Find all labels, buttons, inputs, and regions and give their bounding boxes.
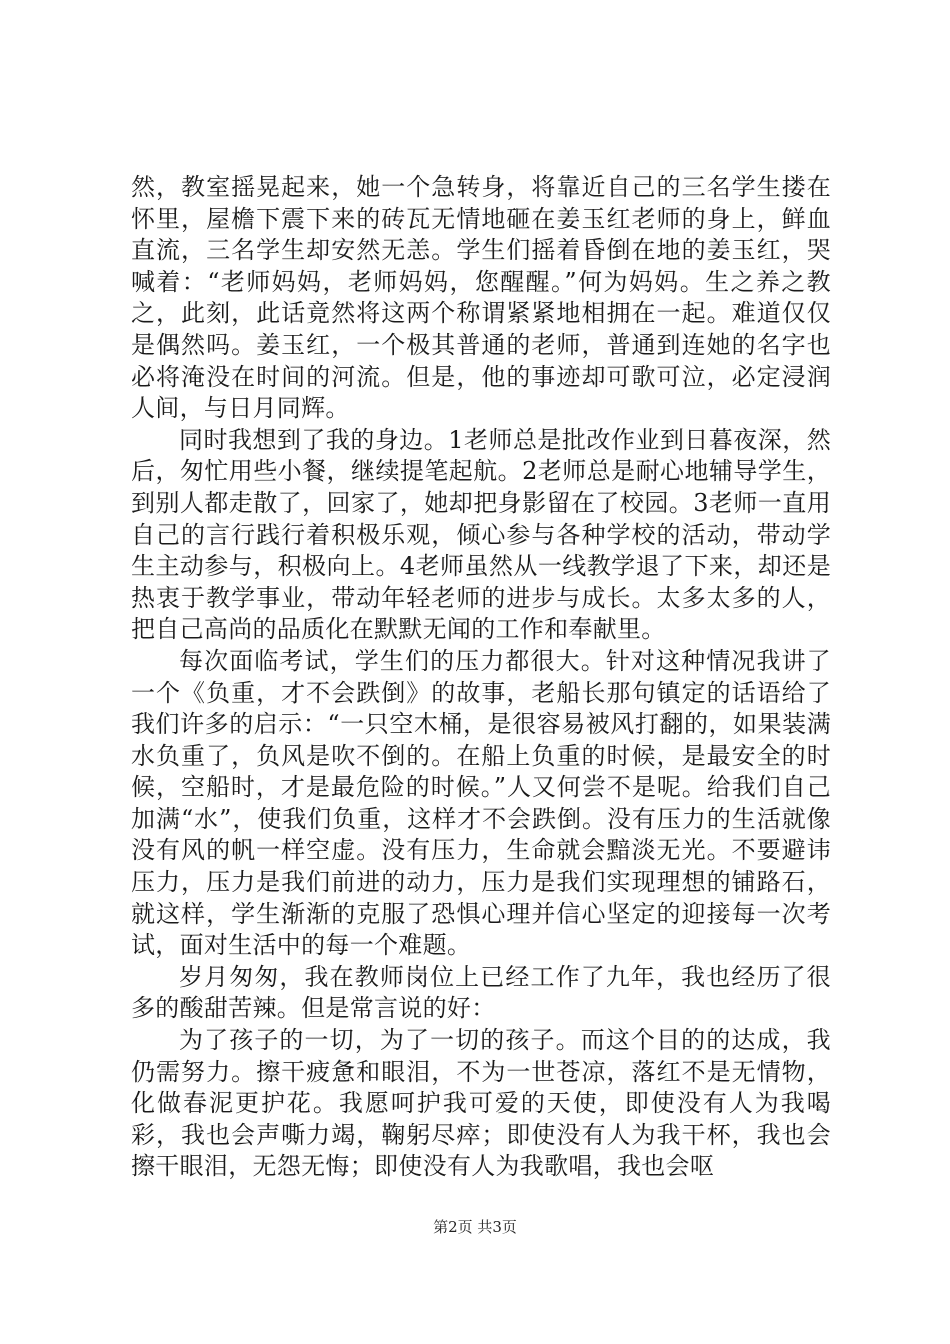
paragraph-4: 岁月匆匆，我在教师岗位上已经工作了九年，我也经历了很多的酸甜苦辣。但是常言说的好： <box>131 962 831 1023</box>
document-body <box>131 172 831 1183</box>
paragraph-5: 为了孩子的一切，为了一切的孩子。而这个目的的达成，我仍需努力。擦干疲惫和眼泪，不为一世苍凉，落红不是无情物，化做春泥更护花。我愿呵护我可爱的天使，即使没有人为我喝彩，我也会声嘶力竭，鞠躬尽瘁；即使没有人为我干杯，我也会擦干眼泪，无怨无悔；即使没有人为我歌唱，我也会呕 <box>131 1026 831 1181</box>
paragraph-1: 然，教室摇晃起来，她一个急转身，将靠近自己的三名学生搂在怀里，屋檐下震下来的砖瓦无情地砸在姜玉红老师的身上，鲜血直流，三名学生却安然无恙。学生们摇着昏倒在地的姜玉红，哭喊着：“老师妈妈，老师妈妈，您醒醒。”何为妈妈。生之养之教之，此刻，此话竟然将这两个称谓紧紧地相拥在一起。难道仅仅是偶然吗。姜玉红，一个极其普通的老师，普通到连她的名字也必将淹没在时间的河流。但是，他的事迹却可歌可泣，必定浸润人间，与日月同辉。 <box>131 173 831 423</box>
paragraph-3: 每次面临考试，学生们的压力都很大。针对这种情况我讲了一个《负重，才不会跌倒》的故事，老船长那句镇定的话语给了我们许多的启示：“一只空木桶，是很容易被风打翻的，如果装满水负重了，负风是吹不倒的。在船上负重的时候，是最安全的时候，空船时，才是最危险的时候。”人又何尝不是呢。给我们自己加满“水”，使我们负重，这样才不会跌倒。没有压力的生活就像没有风的帆一样空虚。没有压力，生命就会黯淡无光。不要避讳压力，压力是我们前进的动力，压力是我们实现理想的铺路石，就这样，学生渐渐的克服了恐惧心理并信心坚定的迎接每一次考试，面对生活中的每一个难题。 <box>131 646 831 960</box>
page-number-footer: 第2页 共3页 <box>433 1218 517 1236</box>
paragraph-2: 同时我想到了我的身边。1老师总是批改作业到日暮夜深，然后，匆忙用些小餐，继续提笔起航。2老师总是耐心地辅导学生，到别人都走散了，回家了，她却把身影留在了校园。3老师一直用自己的言行践行着积极乐观，倾心参与各种学校的活动，带动学生主动参与，积极向上。4老师虽然从一线教学退了下来，却还是热衷于教学事业，带动年轻老师的进步与成长。太多太多的人，把自己高尚的品质化在默默无闻的工作和奉献里。 <box>131 425 831 644</box>
